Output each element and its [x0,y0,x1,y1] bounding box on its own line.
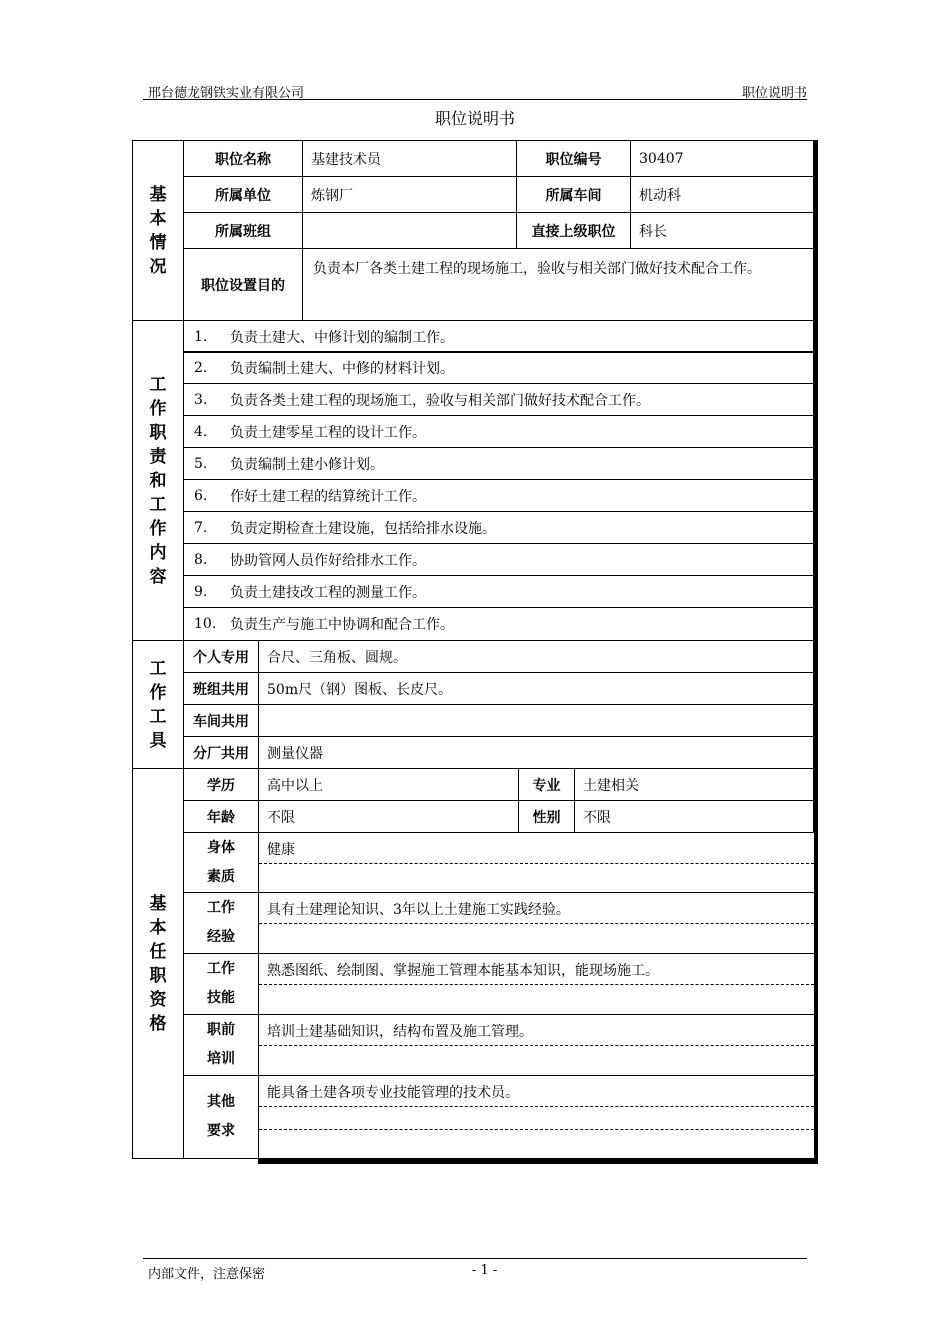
duty-item [183,383,814,416]
duty-text: 作好土建工程的结算统计工作。 [230,488,426,505]
position-code-label: 职位编号 [516,140,631,177]
section-basic-label: 基本情况 [132,140,184,321]
qualification-label-line1: 职前 [207,1022,235,1038]
purpose-label: 职位设置目的 [183,248,303,321]
duty-text: 负责定期检查土建设施，包括给排水设施。 [230,520,496,537]
duty-number: 8. [194,551,208,568]
qualification-value: 熟悉图纸、绘制图、掌握施工管理本能基本知识，能现场施工。 [267,963,659,979]
duty-number: 5. [194,455,208,472]
workshop-label: 所属车间 [516,176,631,213]
qualification-value: 能具备土建各项专业技能管理的技术员。 [267,1085,519,1101]
qualification-label [183,1014,259,1076]
qualification-label-line2: 要求 [207,1123,235,1139]
section-tools-label: 工作工具 [132,640,184,769]
qualification-label-line2: 技能 [207,990,235,1006]
qualification-label-line2: 经验 [207,929,235,945]
qualification-value-box [258,1075,814,1159]
dashed-divider [259,1045,814,1046]
dashed-divider [259,1129,814,1130]
team-value [302,212,517,249]
gender-value: 不限 [574,800,814,833]
qualification-label [183,832,259,893]
page-number: - 1 - [472,1263,498,1278]
position-description-table [132,140,818,1164]
duty-number: 7. [194,519,208,536]
header-divider [143,99,807,100]
duty-item [183,543,814,576]
tool-row-label: 个人专用 [183,640,259,673]
qualification-value-box [258,832,814,893]
qualification-label-line2: 素质 [207,868,235,885]
qualification-label [183,1075,259,1159]
duty-text: 负责编制土建大、中修的材料计划。 [230,360,454,377]
duty-item [183,511,814,544]
duty-number: 2. [194,359,208,376]
purpose-value: 负责本厂各类土建工程的现场施工，验收与相关部门做好技术配合工作。 [302,248,814,321]
education-label: 学历 [183,768,259,801]
gender-label: 性别 [518,800,575,833]
age-value: 不限 [258,800,519,833]
duty-number: 9. [194,583,208,600]
duty-number: 1. [194,328,208,345]
duty-text: 协助管网人员作好给排水工作。 [230,552,426,569]
tool-row-value: 测量仪器 [258,736,814,769]
unit-value: 炼钢厂 [302,176,517,213]
duty-text: 负责土建大、中修计划的编制工作。 [230,329,454,346]
section-qualifications-label: 基本任职资格 [132,768,184,1159]
duty-item [183,607,814,641]
dashed-divider [259,923,814,924]
unit-label: 所属单位 [183,176,303,213]
qualification-label-line1: 工作 [207,961,235,977]
section-duties-label: 工作职责和工作内容 [132,320,184,641]
tool-row-label: 分厂共用 [183,736,259,769]
workshop-value: 机动科 [630,176,814,213]
duty-item [183,415,814,448]
document-title: 职位说明书 [434,109,515,128]
tool-row-value: 50m尺（钢）图板、长皮尺。 [258,672,814,705]
position-name-label: 职位名称 [183,140,303,177]
education-value: 高中以上 [258,768,519,801]
qualification-label-line1: 工作 [207,900,235,916]
duty-number: 6. [194,487,208,504]
footer-note: 内部文件，注意保密 [148,1267,266,1282]
qualification-value: 具有土建理论知识、3年以上土建施工实践经验。 [267,902,570,918]
duty-text: 负责土建技改工程的测量工作。 [230,584,426,601]
age-label: 年龄 [183,800,259,833]
tool-row-value: 合尺、三角板、圆规。 [258,640,814,673]
duty-item [183,320,814,353]
duty-text: 负责生产与施工中协调和配合工作。 [230,617,454,633]
major-value: 土建相关 [574,768,814,801]
duty-text: 负责编制土建小修计划。 [230,456,384,473]
duty-number: 10. [194,616,217,632]
duty-number: 4. [194,423,208,440]
qualification-value-box [258,953,814,1015]
duty-number: 3. [194,391,208,408]
dashed-divider [259,863,814,864]
duty-item [183,447,814,480]
tool-row-label: 车间共用 [183,704,259,737]
superior-value: 科长 [630,212,814,249]
qualification-value-box [258,892,814,954]
qualification-value-box [258,1014,814,1076]
header-doc-type: 职位说明书 [741,86,807,101]
qualification-value: 培训土建基础知识，结构布置及施工管理。 [267,1024,533,1040]
header-company: 邢台德龙钢铁实业有限公司 [148,86,305,101]
footer-divider [143,1258,807,1259]
duty-text: 负责土建零星工程的设计工作。 [230,424,426,441]
qualification-value: 健康 [267,842,295,858]
qualification-label-line1: 其他 [207,1094,235,1110]
qualification-label-line2: 培训 [207,1051,235,1067]
dashed-divider [259,984,814,985]
duty-item [183,575,814,608]
major-label: 专业 [518,768,575,801]
qualification-label [183,953,259,1015]
duty-item [183,351,814,384]
superior-label: 直接上级职位 [516,212,631,249]
duty-text: 负责各类土建工程的现场施工，验收与相关部门做好技术配合工作。 [230,392,650,409]
position-name-value: 基建技术员 [302,140,517,177]
position-code-value: 30407 [630,140,814,177]
tool-row-value [258,704,814,737]
qualification-label [183,892,259,954]
duty-item [183,479,814,512]
qualification-label-line1: 身体 [207,839,235,856]
team-label: 所属班组 [183,212,303,249]
tool-row-label: 班组共用 [183,672,259,705]
dashed-divider [259,1106,814,1107]
